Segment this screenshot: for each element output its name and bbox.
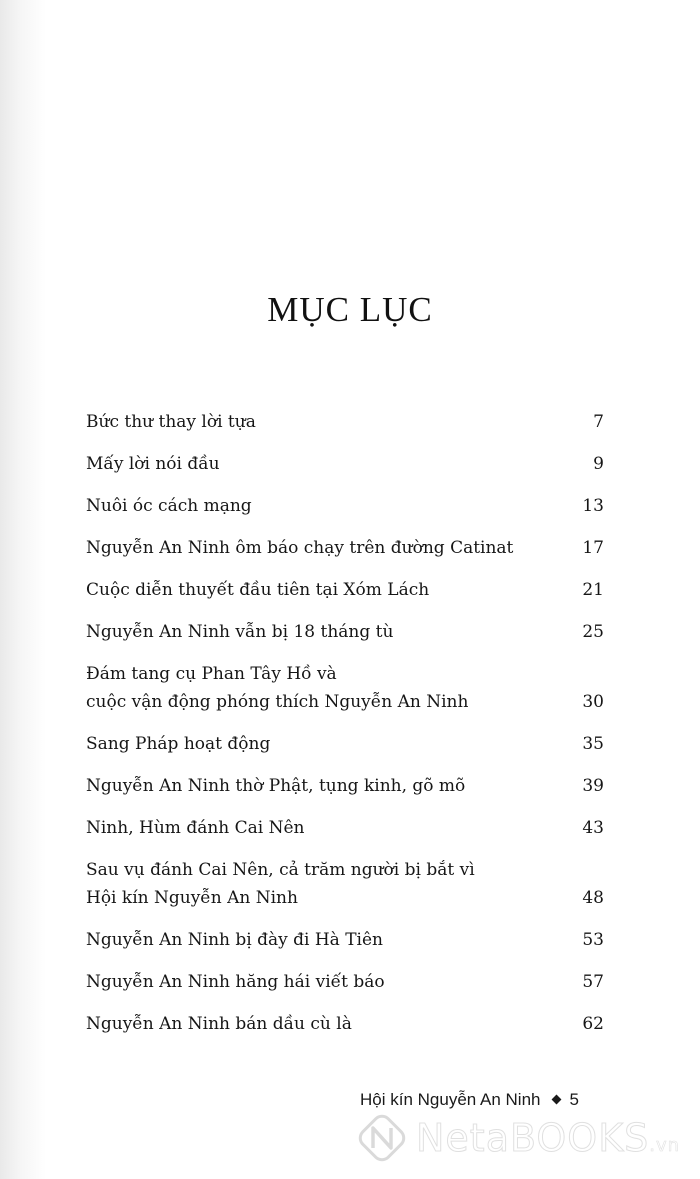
toc-entry-page-number: 13 <box>582 496 604 516</box>
toc-entry <box>86 856 604 912</box>
toc-entry-title <box>86 968 604 996</box>
toc-entry <box>86 534 604 562</box>
toc-entry-title-line: cuộc vận động phóng thích Nguyễn An Ninh <box>86 692 469 712</box>
toc-entry-title <box>86 660 604 716</box>
toc-entry-title-line: Nguyễn An Ninh ôm báo chạy trên đường Catinat <box>86 538 514 558</box>
toc-entry-title <box>86 534 604 562</box>
watermark-text <box>416 1116 680 1160</box>
toc-entry-page-number: 30 <box>582 692 604 712</box>
toc-entry-title-line: Nguyễn An Ninh vẫn bị 18 tháng tù <box>86 622 394 642</box>
toc-entry <box>86 618 604 646</box>
toc-entry <box>86 814 604 842</box>
toc-entry-title-line: Nuôi óc cách mạng <box>86 496 252 516</box>
toc-entry <box>86 772 604 800</box>
toc-entry-title-line: Mấy lời nói đầu <box>86 454 220 474</box>
toc-entry <box>86 492 604 520</box>
toc-entry-title <box>86 492 604 520</box>
running-footer <box>360 1090 579 1110</box>
watermark-suffix: .vn <box>649 1135 681 1156</box>
table-of-contents <box>86 408 604 1052</box>
toc-entry <box>86 576 604 604</box>
page-title: MỤC LỤC <box>267 290 433 329</box>
toc-entry-page-number: 21 <box>582 580 604 600</box>
toc-entry-title-line: Bức thư thay lời tựa <box>86 412 256 432</box>
toc-entry-title <box>86 618 604 646</box>
toc-entry-title <box>86 926 604 954</box>
toc-entry-title-line: Sau vụ đánh Cai Nên, cả trăm người bị bắt vì <box>86 860 475 880</box>
toc-entry-title <box>86 408 604 436</box>
toc-entry-page-number: 43 <box>582 818 604 838</box>
netabooks-logo-icon <box>352 1108 412 1168</box>
toc-entry <box>86 660 604 716</box>
toc-entry-title <box>86 450 604 478</box>
toc-entry-title-line: Nguyễn An Ninh thờ Phật, tụng kinh, gõ mõ <box>86 776 466 796</box>
toc-entry-title <box>86 576 604 604</box>
toc-entry <box>86 730 604 758</box>
toc-entry-page-number: 48 <box>582 888 604 908</box>
toc-entry-title-line: Cuộc diễn thuyết đầu tiên tại Xóm Lách <box>86 580 430 600</box>
toc-entry-page-number: 62 <box>582 1014 604 1034</box>
toc-entry-title-line: Đám tang cụ Phan Tây Hồ và <box>86 664 337 684</box>
toc-entry-title <box>86 730 604 758</box>
toc-entry-page-number: 53 <box>582 930 604 950</box>
footer-book-title: Hội kín Nguyễn An Ninh <box>360 1090 541 1109</box>
footer-page-number: 5 <box>569 1090 579 1109</box>
toc-entry-title-line: Nguyễn An Ninh bị đày đi Hà Tiên <box>86 930 383 950</box>
toc-entry-page-number: 57 <box>582 972 604 992</box>
toc-entry-title-line: Nguyễn An Ninh hăng hái viết báo <box>86 972 385 992</box>
toc-entry-page-number: 35 <box>582 734 604 754</box>
toc-entry-page-number: 17 <box>582 538 604 558</box>
toc-entry-page-number: 25 <box>582 622 604 642</box>
toc-entry-title-line: Nguyễn An Ninh bán dầu cù là <box>86 1014 352 1034</box>
toc-entry-page-number: 9 <box>593 454 604 474</box>
toc-entry-title <box>86 814 604 842</box>
toc-entry <box>86 926 604 954</box>
diamond-ornament-icon <box>551 1095 561 1105</box>
watermark <box>352 1108 692 1170</box>
page-gutter-shadow <box>0 0 46 1179</box>
toc-entry-title-line: Hội kín Nguyễn An Ninh <box>86 888 298 908</box>
toc-entry-page-number: 7 <box>593 412 604 432</box>
watermark-brand: NetaBOOKS <box>416 1116 650 1160</box>
toc-entry <box>86 450 604 478</box>
toc-entry-page-number: 39 <box>582 776 604 796</box>
toc-entry <box>86 408 604 436</box>
toc-entry <box>86 968 604 996</box>
toc-entry-title <box>86 856 604 912</box>
toc-entry-title-line: Ninh, Hùm đánh Cai Nên <box>86 818 305 838</box>
toc-entry-title <box>86 1010 604 1038</box>
toc-entry-title <box>86 772 604 800</box>
toc-entry <box>86 1010 604 1038</box>
toc-entry-title-line: Sang Pháp hoạt động <box>86 734 271 754</box>
